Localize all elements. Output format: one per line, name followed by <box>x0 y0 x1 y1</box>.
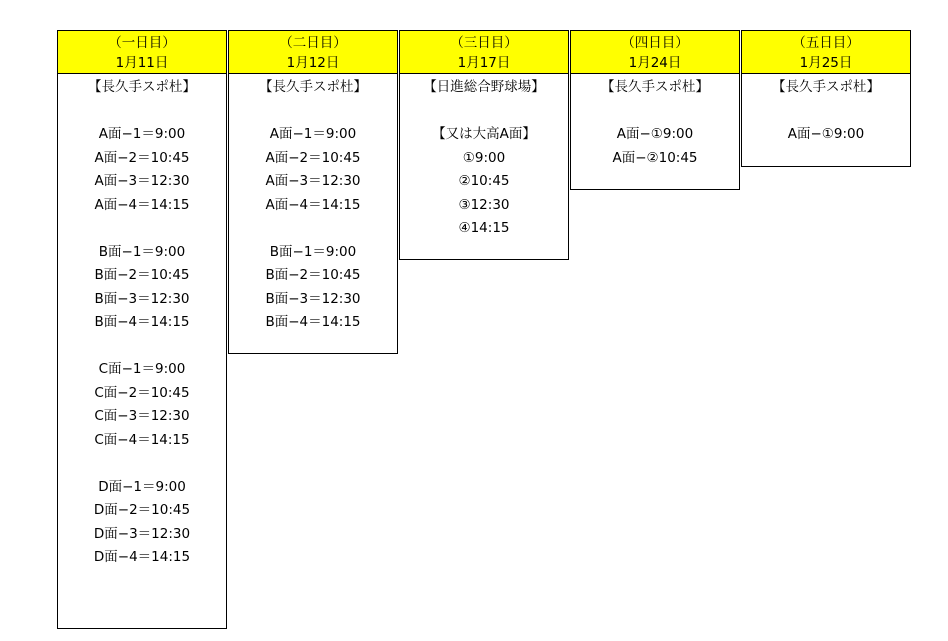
schedule-line <box>571 100 739 124</box>
schedule-line <box>58 452 226 476</box>
schedule-line: C面−4＝14:15 <box>94 431 190 448</box>
day-label: （二日目） <box>279 35 347 51</box>
schedule-line: A面−②10:45 <box>612 149 698 166</box>
schedule-line: B面−1＝9:00 <box>269 243 357 260</box>
schedule-line <box>400 100 568 124</box>
day-column-3 <box>399 30 569 260</box>
schedule-line: A面−①9:00 <box>787 126 865 142</box>
schedule-line: A面−4＝14:15 <box>265 196 361 213</box>
day-column-4 <box>570 30 740 190</box>
schedule-line: A面−4＝14:15 <box>94 196 190 213</box>
schedule-line: D面−1＝9:00 <box>98 478 186 495</box>
schedule-line: A面−1＝9:00 <box>98 126 186 142</box>
day-header <box>57 30 227 74</box>
schedule-line <box>229 100 397 124</box>
schedule-line: B面−3＝12:30 <box>94 290 190 307</box>
schedule-line: C面−3＝12:30 <box>94 408 190 424</box>
day-label: （一日目） <box>108 35 176 51</box>
day-column-5 <box>741 30 911 167</box>
day-column-2 <box>228 30 398 354</box>
venue-label: 【長久手スポ杜】 <box>88 79 196 95</box>
day-date: 1月12日 <box>286 55 340 71</box>
day-label: （四日目） <box>621 35 689 51</box>
day-date: 1月24日 <box>628 55 682 71</box>
schedule-line: B面−4＝14:15 <box>265 314 361 330</box>
schedule-cell <box>57 74 227 629</box>
schedule-cell <box>570 74 740 190</box>
day-date: 1月25日 <box>799 55 853 71</box>
day-label: （三日目） <box>450 35 518 51</box>
schedule-line: A面−1＝9:00 <box>269 126 357 142</box>
day-header <box>741 30 911 74</box>
schedule-line: ②10:45 <box>458 173 510 189</box>
schedule-line: A面−3＝12:30 <box>265 173 361 189</box>
schedule-line <box>58 217 226 241</box>
schedule-line: A面−①9:00 <box>616 126 694 142</box>
schedule-cell <box>399 74 569 260</box>
schedule-line <box>58 100 226 124</box>
schedule-line: ①9:00 <box>462 149 506 166</box>
schedule-line: A面−2＝10:45 <box>94 149 190 166</box>
schedule-line: ③12:30 <box>458 196 510 213</box>
schedule-line: B面−2＝10:45 <box>265 267 361 283</box>
venue-label: 【長久手スポ杜】 <box>259 79 367 95</box>
schedule-line: 【又は大高A面】 <box>432 126 536 142</box>
schedule-line <box>742 100 910 124</box>
venue-label: 【長久手スポ杜】 <box>772 79 880 95</box>
schedule-line: ④14:15 <box>458 220 510 236</box>
day-label: （五日目） <box>792 35 860 51</box>
day-header <box>399 30 569 74</box>
schedule-line: C面−1＝9:00 <box>98 361 186 377</box>
day-header <box>228 30 398 74</box>
schedule-line: B面−1＝9:00 <box>98 243 186 260</box>
schedule-line: A面−2＝10:45 <box>265 149 361 166</box>
schedule-line <box>58 335 226 359</box>
schedule-line: B面−2＝10:45 <box>94 267 190 283</box>
schedule-line: D面−2＝10:45 <box>93 502 191 518</box>
schedule-cell <box>741 74 911 167</box>
venue-label: 【日進総合野球場】 <box>423 79 545 95</box>
day-column-1 <box>57 30 227 629</box>
schedule-cell <box>228 74 398 354</box>
schedule-line <box>229 217 397 241</box>
day-header <box>570 30 740 74</box>
schedule-line: A面−3＝12:30 <box>94 173 190 189</box>
schedule-line: B面−4＝14:15 <box>94 314 190 330</box>
schedule-line: D面−3＝12:30 <box>93 525 191 542</box>
day-date: 1月17日 <box>457 55 511 71</box>
day-date: 1月11日 <box>115 55 169 71</box>
schedule-line: B面−3＝12:30 <box>265 290 361 307</box>
schedule-line: C面−2＝10:45 <box>94 384 190 401</box>
schedule-line: D面−4＝14:15 <box>93 549 191 565</box>
venue-label: 【長久手スポ杜】 <box>601 79 709 95</box>
